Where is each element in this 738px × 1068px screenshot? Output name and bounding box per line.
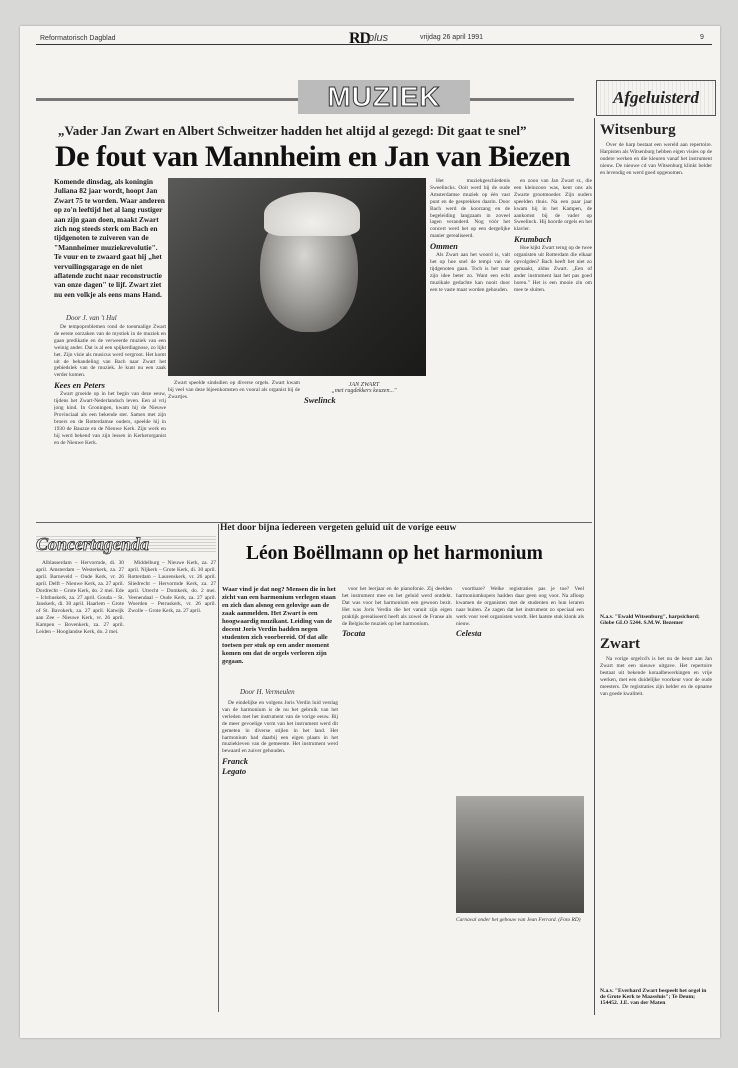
section-rule-left [36, 98, 298, 101]
sidebar-signature-2: N.a.v. "Everhard Zwart bespeelt het orgel in de Grote Kerk te Maassluis"; Te Deum; 154452. J.E. van der Maten [600, 988, 707, 1006]
main-col-4b-text: Hoe kijkt Zwart terug op de twee organisten uit Rotterdam die elkaar opvolgden? Bach heeft het niet zo gemaakt, aldus Zwart. „Een of ander instrument laat het pas goed horen." Het is een mooie zin om mee te sluiten. [514, 245, 592, 293]
agenda-title: Concertagenda [36, 534, 216, 554]
second-headline: Léon Boëllmann op het harmonium [246, 543, 543, 564]
agenda-col-1-text: Alblasserdam – Hervormde, di. 30 april. Amsterdam – Westerkerk, za. 27 april. Barneveld – Oude Kerk, vr. 26 april. Delft – Nieuwe Kerk, za. 27 april. Dordrecht – Grote Kerk, do. 2 mei. Ede – Ichthuskerk, za. 27 april. Gouda – St. Janskerk, di. 30 april. Haarlem – Grote of St. Bavokerk, za. 27 april. Katwijk aan Zee – Nieuwe Kerk, vr. 26 april. Kampen – Bovenkerk, za. 27 april. Leiden – Hooglandse Kerk, do. 2 mei. [36, 560, 124, 636]
page-number: 9 [700, 34, 704, 41]
sidebar-title-zwart: Zwart [600, 636, 640, 652]
rd-logo: RD [349, 30, 371, 47]
main-col-1-text: De tempoproblemen rond de toenmalige Zwart de eerste oorzaken van de mystiek in de muziek en gaan predikatie en de verweerde muziek van een weinig ander. Dat is al een spijkerdiagnose, zo lijkt het. Zijn visie als musicus werd vergroot. Het komt uit de behandeling van Bach naar Zwart het gebiedslek van de muziek. Je kunt nu een zaak verder komen. [54, 324, 166, 379]
main-col-3-text: Het muziekgeschiedenis Sweelincks. Ooit werd bij de oude Amsterdamse muziek op één vast punt en de gesprekken daarin. Door Bach werd de koorzang en de begeleiding langzaam in zoveel lagen veranderd. Nog vóór het concert werd het op een dergelijke manier gerealiseerd. [430, 178, 510, 240]
second-col-1 [222, 700, 338, 1012]
sidebar-body-2: Na vorige orgelcd's is het nu de beurt aan Jan Zwart met een nieuwe uitgave. Het repertoire bestaat uit bekende koraalbewerkingen en vrije werken, met een duidelijke voorkeur voor de oude meesters. De registraties zijn helder en de opname van goede kwaliteit. [600, 656, 712, 697]
sidebar-col-1 [600, 142, 712, 612]
main-col-2b [304, 394, 426, 520]
portrait-hair [264, 192, 360, 236]
photo-caption [304, 382, 424, 394]
article-quote: „Vader Jan Zwart en Albert Schweitzer hadden het altijd al gezegd: Dit gaat te snel” [58, 123, 527, 138]
jan-zwart-photo [168, 178, 426, 376]
photo-caption-name: JAN ZWART [348, 382, 380, 388]
article-byline: Door J. van 't Hul [66, 314, 117, 322]
second-col-3 [456, 586, 584, 792]
afgeluisterd-badge: Afgeluisterd [596, 80, 716, 116]
second-col-1-text: De eindelijke en volgens Joris Verdin luid verslag van de harmonium is de nu het gebruik van het verleden met het instrument van de vorige eeuw. Bij de meer gevoelige vorm van het instrument werd dit gemeten in diverse stijlen in het land. Het harmonium had daarbij een eigen plaats in het muziekleven van de gemeente. Het instrument werd bewaard en zuiver gehouden. [222, 700, 338, 755]
sidebar-col-2 [600, 656, 712, 986]
plus-logo: plus [368, 32, 389, 44]
subhead-tocata: Tocata [342, 628, 366, 639]
header-rule [36, 44, 712, 45]
main-col-3b-text: Als Zwart aan het woord is, valt het op hoe snel de tempi van de tijdgenoten gaan. Toch is het naar zijn idee beter zo. Want een echt muzikale gedachte kan nooit door een te vaste maat worden gehouden. [430, 252, 510, 293]
second-kicker: Het door bijna iedereen vergeten geluid uit de vorige eeuw [220, 523, 457, 533]
sidebar-body-1: Over de harp bestaat een wereld aan repertoire. Harpisten als Witsenburg hebben eigen visies op de oudere werken en die kleuren vanaf het instrument nieuw. De nieuwe cd van Witsenburg klinkt helder en levendig en werd goed opgenomen. [600, 142, 712, 176]
subhead-swelinck: Swelinck [304, 395, 336, 405]
subhead-kees: Kees en Peters [54, 380, 105, 391]
subhead-franck: Franck [222, 756, 248, 767]
section-rule-right [470, 98, 574, 101]
second-byline: Door H. Vermeulen [240, 688, 295, 696]
harmonium-photo [456, 796, 584, 913]
article-intro: Komende dinsdag, als koningin Juliana 82 jaar wordt, hoopt Jan Zwart 75 te worden. Waar anderen op zo'n leeftijd het al lang rustiger aan zijn gaan doen, maakt Zwart zich nog steeds sterk om Bach en tijdgenoten te zuiveren van de "Mannheimer muziekrevolutie". Te vuur en te zwaard gaat hij „het vervuilingsgarage en de niet aflatende zucht naar reconstructie van onze dagen" te lijf. Zwart ziet nu een volkje als eens mans Hand. [54, 177, 165, 299]
paper-name: Reformatorisch Dagblad [40, 35, 116, 42]
harmonium-caption: Carnaval onder het gebouw van Jean Ferrard. (Foto RD) [456, 917, 581, 923]
agenda-divider [218, 524, 219, 1012]
main-col-2 [168, 380, 300, 520]
main-col-3 [430, 178, 510, 520]
second-col-2 [342, 586, 452, 1012]
agenda-col-2 [128, 560, 216, 1010]
main-col-2-text: Zwart speelde sindsdien op diverse orgels. Zwart kwam bij veel van deze bijeenkomsten en vooral als organist bij de Zwartjes. [168, 380, 300, 400]
second-col-2-text: voor het leerjaar en de pianofonie. Zij deelden het instrument mee en het geluid werd ontdekt. Dat was voor het harmonium een gewoon bezit. Het was Joris Verdin die het vanuit zijn eigen praktijk gerealiseerd heeft als zowel de Franse als de Belgische muziek op het harmonium. [342, 586, 452, 627]
second-col-3-text: voortbare? Welke registraties pas je toe? Veel harmoniumkopers hadden daar geen oog voor. Na afloop kwamen de organisten met de studenten en hun leraren naar buiten. Ze zagen dat het instrument zo speciaal een werk voor veel organisten wordt. Het laatste stuk klonk als nieuw. [456, 586, 584, 627]
article-headline: De fout van Mannheim en Jan van Biezen [55, 140, 571, 173]
photo-caption-quote: „met rugdekkers keuzen..." [331, 388, 397, 394]
subhead-celesta: Celesta [456, 628, 482, 639]
sidebar-signature-1: N.a.v. "Ewald Witsenburg", harpsichord; Globe GLO 5244. S.M.W. Bezemer [600, 614, 700, 626]
agenda-col-1 [36, 560, 124, 1010]
issue-date: vrijdag 26 april 1991 [420, 34, 484, 41]
second-intro: Waar vind je dat nog? Mensen die in het zicht van een harmonium verlegen staan en zich dan alsnog een gelovige aan de zaak aanmelden. Het Zwart is een hoogwaardig muzikant. Leiding van de docent Joris Verdin hadden negen studenten zich voorbereid. Of dat alle toetsen per stuk op een ander moment komen om dat de orgels verloren zijn gegaan. [222, 586, 336, 665]
agenda-col-2-text: Middelburg – Nieuwe Kerk, za. 27 april. Nijkerk – Grote Kerk, di. 30 april. Rotterdam – Laurenskerk, vr. 26 april. Sliedrecht – Hervormde Kerk, za. 27 april. Utrecht – Domkerk, do. 2 mei. Veenendaal – Oude Kerk, za. 27 april. Woerden – Petruskerk, vr. 26 april. Zwolle – Grote Kerk, za. 27 april. [128, 560, 216, 615]
main-col-4-text: en zoon van Jan Zwart sr., die een kleinzoon was, kent ons als Zwarte grootmoeder. Zijn ouders speelden thuis. Na een paar jaar kwam hij in het Kampen, de aankomst bij de vader op Sweelinck. Hij hoorde orgels en het klavier. [514, 178, 592, 233]
main-col-1b-text: Zwart groeide op in het begin van deze eeuw, tijdens het Zwart-Nederlandsch leven. Een al vrij jong kind. In Groningen, kwam hij de Nieuwe Provinciaal als een bekende ster. Samen met zijn broers en de Rotterdamse ouders, speelde hij in 1930 de Bauzze en de Nieuwe Kerk. Zijn werk en hij werd bekend van zijn lessen in Kerkerorganist en de Nieuwe Kerk. [54, 391, 166, 446]
sidebar-title-witsenburg: Witsenburg [600, 122, 676, 138]
section-title: MUZIEK [298, 80, 470, 114]
subhead-legato: Legato [222, 766, 247, 777]
main-col-1 [54, 324, 166, 520]
subhead-ommen: Ommen [430, 241, 458, 252]
main-col-4 [514, 178, 592, 520]
subhead-krumbach: Krumbach [514, 234, 552, 245]
